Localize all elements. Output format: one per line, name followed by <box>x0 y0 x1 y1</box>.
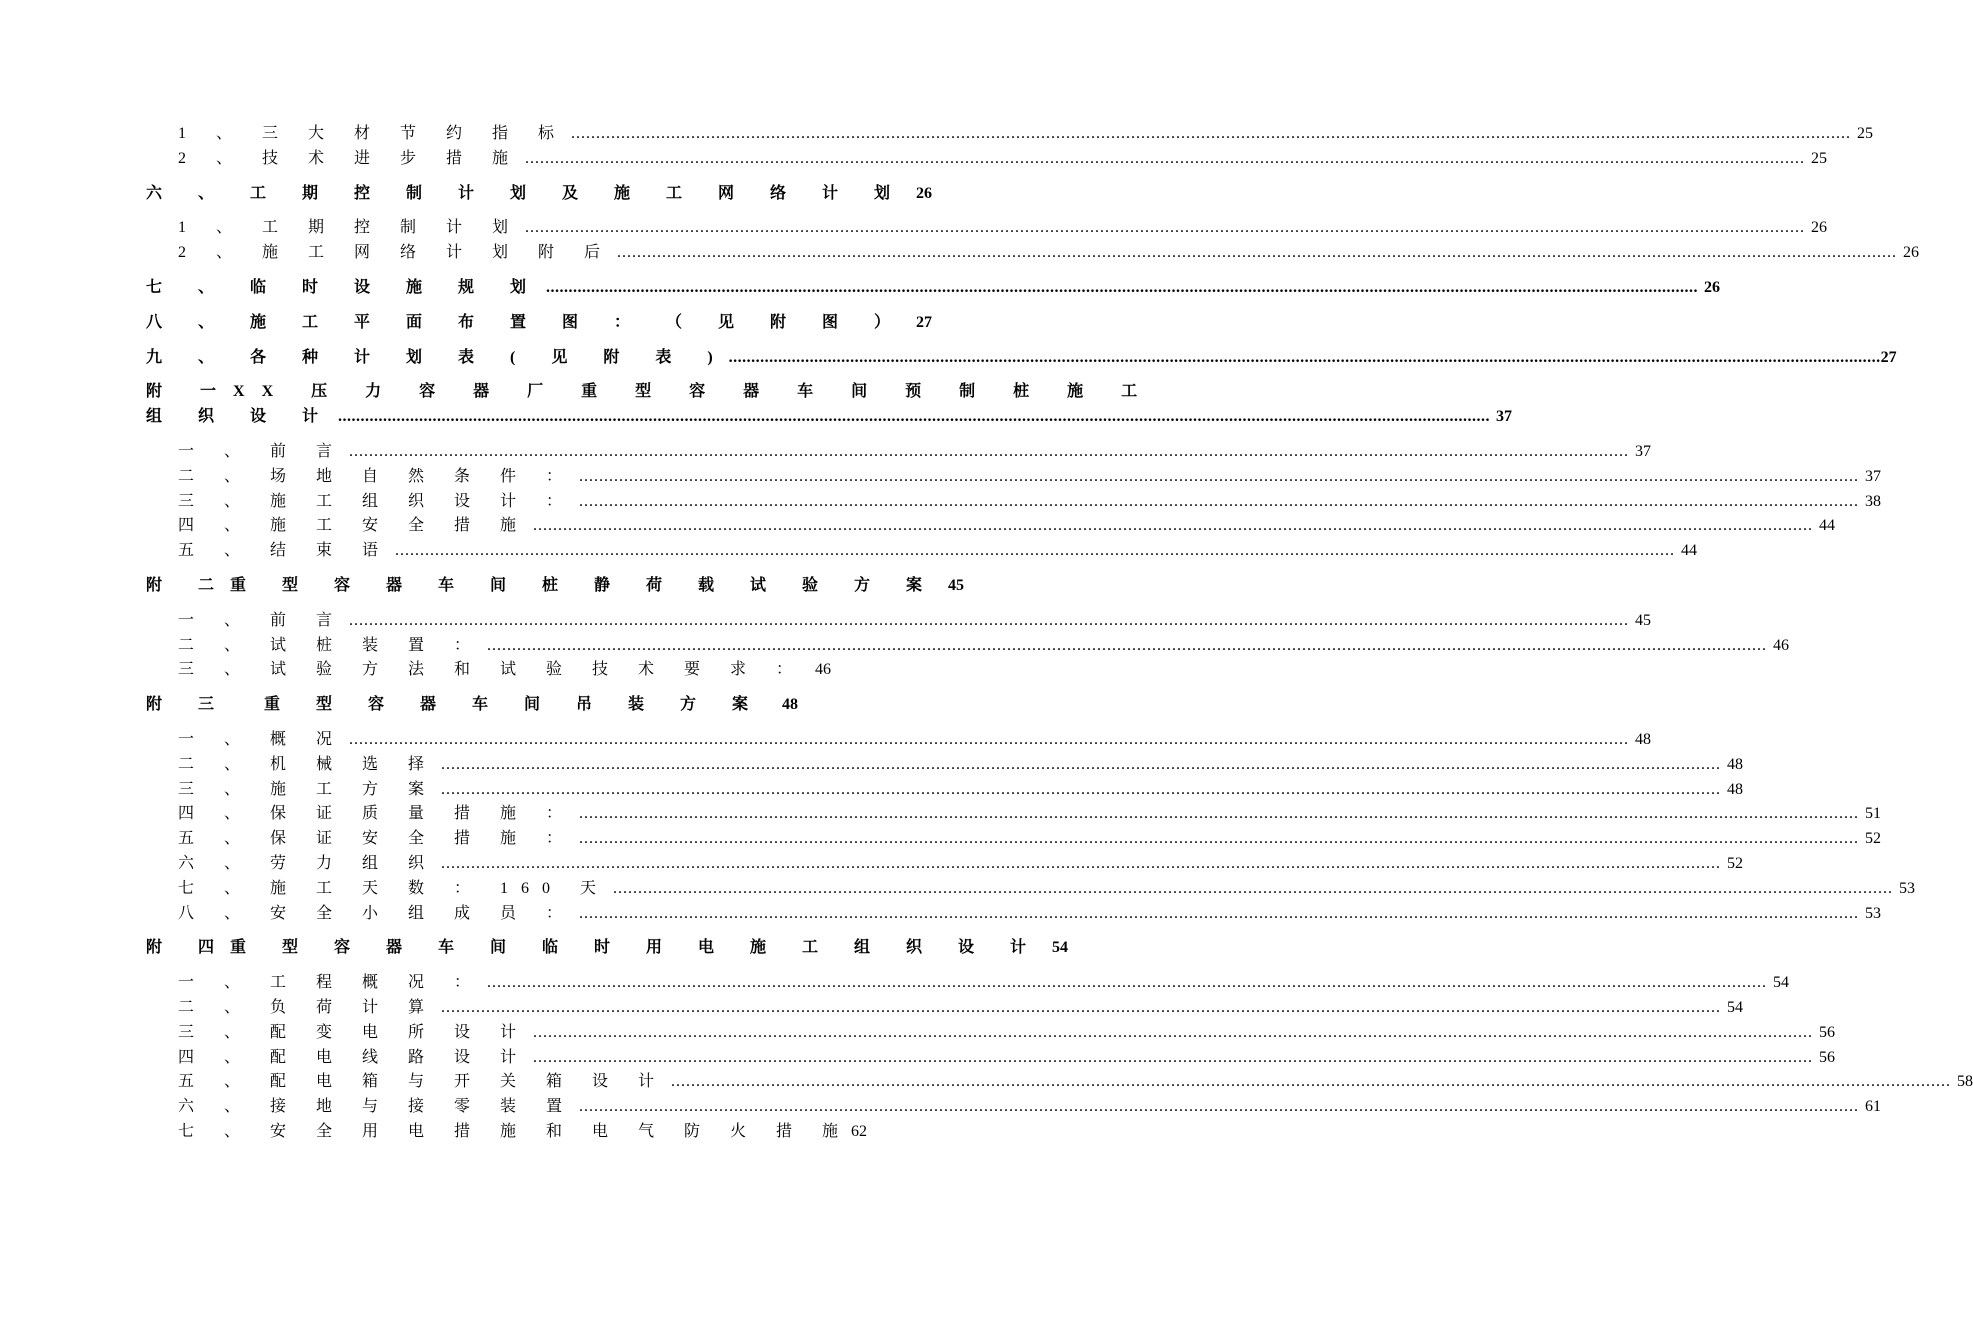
toc-leader-dots <box>579 469 1859 485</box>
toc-entry-page: 45 <box>948 576 965 594</box>
toc-entry[interactable] <box>146 974 1790 1000</box>
toc-entry[interactable] <box>146 517 1836 543</box>
toc-appendix-entry[interactable] <box>146 939 1069 965</box>
toc-entry[interactable] <box>146 542 1698 568</box>
toc-entry[interactable] <box>146 492 1882 519</box>
toc-entry-title: 一 、 前 言 <box>178 442 346 460</box>
toc-leader-dots <box>441 1000 1721 1016</box>
toc-leader-dots <box>546 280 1698 296</box>
toc-entry-title: 重 型 容 器 车 间 吊 装 方 案 <box>264 696 765 714</box>
toc-leader-dots <box>579 906 1859 922</box>
toc-entry[interactable] <box>146 805 1882 831</box>
toc-entry-title: 六 、 工 期 控 制 计 划 及 施 工 网 络 计 划 <box>146 184 907 202</box>
toc-entry-page: 52 <box>1865 830 1882 848</box>
toc-entry-title: 七 、 临 时 设 施 规 划 <box>146 278 543 296</box>
toc-leader-dots <box>525 220 1805 236</box>
toc-entry-title: 四 、 施 工 安 全 措 施 <box>178 517 530 535</box>
toc-entry-page: 48 <box>1727 780 1744 798</box>
toc-entry-title: 二 、 负 荷 计 算 <box>178 998 438 1016</box>
toc-entry-title: 1 、 工 期 控 制 计 划 <box>178 219 522 237</box>
toc-entry[interactable] <box>146 467 1882 494</box>
toc-entry[interactable] <box>146 755 1744 782</box>
toc-entry-page: 53 <box>1899 879 1916 897</box>
toc-leader-dots <box>533 1025 1813 1041</box>
toc-appendix-entry[interactable] <box>146 383 1155 409</box>
toc-appendix-entry[interactable] <box>146 697 798 722</box>
toc-leader-dots <box>579 1099 1859 1115</box>
toc-entry[interactable] <box>146 244 1920 270</box>
toc-leader-dots <box>579 494 1859 510</box>
toc-entry-page: 27 <box>1880 348 1897 366</box>
toc-entry-page: 46 <box>815 661 832 679</box>
toc-entry-title: 七 、 安 全 用 电 措 施 和 电 气 防 火 措 施 <box>178 1122 852 1140</box>
toc-entry-page: 26 <box>1811 219 1828 237</box>
toc-leader-dots <box>441 782 1721 798</box>
toc-entry-title: 1 、 三 大 材 节 约 指 标 <box>178 125 568 142</box>
toc-leader-dots <box>729 350 1881 366</box>
toc-leader-dots <box>349 444 1629 460</box>
toc-entry-page: 48 <box>782 696 798 714</box>
toc-entry-title: 一 、 前 言 <box>178 611 346 629</box>
toc-entry-page: 48 <box>1635 730 1652 748</box>
toc-entry-page: 58 <box>1957 1073 1973 1091</box>
toc-entry[interactable] <box>146 1122 868 1149</box>
toc-entry-title: 三 、 配 变 电 所 设 计 <box>178 1023 530 1041</box>
toc-entry-page: 44 <box>1681 542 1698 560</box>
toc-leader-dots <box>441 856 1721 872</box>
toc-entry[interactable] <box>146 1023 1836 1050</box>
toc-entry[interactable] <box>146 780 1744 807</box>
toc-entry[interactable] <box>146 830 1882 856</box>
toc-entry-title: 五 、 保 证 安 全 措 施 ： <box>178 830 576 848</box>
toc-leader-dots <box>671 1074 1951 1090</box>
toc-entry-title: 三 、 试 验 方 法 和 试 验 技 术 要 求 ： <box>178 661 806 679</box>
toc-entry-title: 四 、 保 证 质 量 措 施 ： <box>178 805 576 823</box>
toc-entry[interactable] <box>146 998 1744 1025</box>
toc-entry-title: 一 、 概 况 <box>178 730 346 748</box>
toc-entry-title: 2 、 技 术 进 步 措 施 <box>178 149 522 167</box>
toc-entry-title: 二 、 机 械 选 择 <box>178 755 438 773</box>
toc-entry[interactable] <box>146 125 1874 151</box>
toc-entry-page: 38 <box>1865 492 1882 510</box>
toc-section-entry[interactable] <box>146 278 1721 305</box>
toc-entry-title: 五 、 配 电 箱 与 开 关 箱 设 计 <box>178 1073 668 1091</box>
toc-entry-title: 六 、 劳 力 组 织 <box>178 854 438 872</box>
toc-appendix-label: 附 一 <box>146 383 234 401</box>
toc-entry-page: 26 <box>1903 244 1920 262</box>
toc-entry-title: 八 、 施 工 平 面 布 置 图 ： （ 见 附 图 ） <box>146 313 907 331</box>
toc-appendix-entry-continued[interactable] <box>146 408 1513 434</box>
toc-entry[interactable] <box>146 730 1652 757</box>
toc-entry-page: 27 <box>916 313 933 331</box>
toc-entry-page: 46 <box>1773 636 1790 654</box>
toc-entry[interactable] <box>146 1073 1973 1099</box>
toc-entry[interactable] <box>146 879 1916 906</box>
toc-entry-page: 25 <box>1857 125 1874 142</box>
toc-entry-title: 八 、 安 全 小 组 成 员 ： <box>178 904 576 922</box>
toc-leader-dots <box>441 757 1721 773</box>
toc-entry-page: 48 <box>1727 755 1744 773</box>
toc-entry-page: 56 <box>1819 1023 1836 1041</box>
toc-entry[interactable] <box>146 149 1828 176</box>
toc-entry-page: 54 <box>1727 998 1744 1016</box>
toc-appendix-label: 附 四 <box>146 939 231 957</box>
toc-leader-dots <box>349 732 1629 748</box>
toc-entry-title: 七 、 施 工 天 数 ： 160 天 <box>178 879 610 897</box>
toc-section-entry[interactable] <box>146 348 1897 375</box>
toc-entry[interactable] <box>146 636 1790 663</box>
toc-leader-dots <box>338 409 1490 425</box>
toc-section-entry[interactable] <box>146 184 933 211</box>
toc-entry-title: 四 、 配 电 线 路 设 计 <box>178 1048 530 1066</box>
toc-entry-title: 组 织 设 计 <box>146 408 335 426</box>
toc-entry-title: 六 、 接 地 与 接 零 装 置 <box>178 1098 576 1116</box>
toc-entry-title: 三 、 施 工 组 织 设 计 ： <box>178 492 576 510</box>
toc-entry[interactable] <box>146 611 1652 638</box>
toc-entry[interactable] <box>146 219 1828 245</box>
toc-entry-page: 61 <box>1865 1098 1882 1116</box>
toc-entry-page: 54 <box>1773 974 1790 992</box>
toc-entry-page: 26 <box>1704 278 1721 296</box>
toc-leader-dots <box>525 151 1805 167</box>
toc-leader-dots <box>395 543 1675 559</box>
toc-appendix-entry[interactable] <box>146 576 965 603</box>
toc-entry-page: 51 <box>1865 805 1882 823</box>
toc-leader-dots <box>533 1050 1813 1066</box>
toc-entry[interactable] <box>146 661 832 687</box>
toc-leader-dots <box>617 245 1897 261</box>
toc-entry[interactable] <box>146 1048 1836 1075</box>
toc-leader-dots <box>571 126 1851 142</box>
toc-entry-title: 一 、 工 程 概 况 ： <box>178 974 484 992</box>
toc-entry-page: 37 <box>1496 408 1513 426</box>
toc-entry-page: 37 <box>1865 467 1882 485</box>
toc-entry-page: 56 <box>1819 1048 1836 1066</box>
toc-leader-dots <box>349 613 1629 629</box>
toc-entry-page: 54 <box>1052 939 1069 957</box>
toc-leader-dots <box>613 881 1893 897</box>
toc-entry-page: 45 <box>1635 611 1652 629</box>
toc-appendix-label: 附 二 <box>146 576 231 594</box>
toc-entry[interactable] <box>146 442 1652 469</box>
toc-entry-title: 三 、 施 工 方 案 <box>178 780 438 798</box>
toc-entry-title: 重 型 容 器 车 间 临 时 用 电 施 工 组 织 设 计 <box>230 939 1043 957</box>
toc-leader-dots <box>487 638 1767 654</box>
toc-appendix-label: 附 三 <box>146 696 231 714</box>
toc-entry-title: 二 、 场 地 自 然 条 件 ： <box>178 467 576 485</box>
toc-entry-page: 44 <box>1819 517 1836 535</box>
toc-entry-page: 62 <box>851 1122 868 1140</box>
toc-entry-title: 重 型 容 器 车 间 桩 静 荷 载 试 验 方 案 <box>230 576 939 594</box>
table-of-contents <box>146 125 1973 1149</box>
toc-entry-page: 53 <box>1865 904 1882 922</box>
toc-entry[interactable] <box>146 1098 1882 1124</box>
toc-entry-page: 52 <box>1727 854 1744 872</box>
toc-entry-page: 37 <box>1635 442 1652 460</box>
toc-leader-dots <box>579 806 1859 822</box>
toc-entry[interactable] <box>146 904 1882 931</box>
toc-entry[interactable] <box>146 854 1744 881</box>
toc-leader-dots <box>533 518 1813 534</box>
toc-leader-dots <box>579 831 1859 847</box>
toc-entry-page: 25 <box>1811 149 1828 167</box>
toc-entry-title: 五 、 结 束 语 <box>178 542 392 560</box>
toc-entry-title: 2 、 施 工 网 络 计 划 附 后 <box>178 244 614 262</box>
toc-entry-title: 九 、 各 种 计 划 表 ( 见 附 表 ) <box>146 348 729 366</box>
toc-entry-title: 二 、 试 桩 装 置 ： <box>178 636 484 654</box>
toc-entry-title: XX 压 力 容 器 厂 重 型 容 器 车 间 预 制 桩 施 工 <box>233 383 1155 401</box>
toc-section-entry[interactable] <box>146 313 933 340</box>
toc-entry-page: 26 <box>916 184 933 202</box>
toc-leader-dots <box>487 975 1767 991</box>
